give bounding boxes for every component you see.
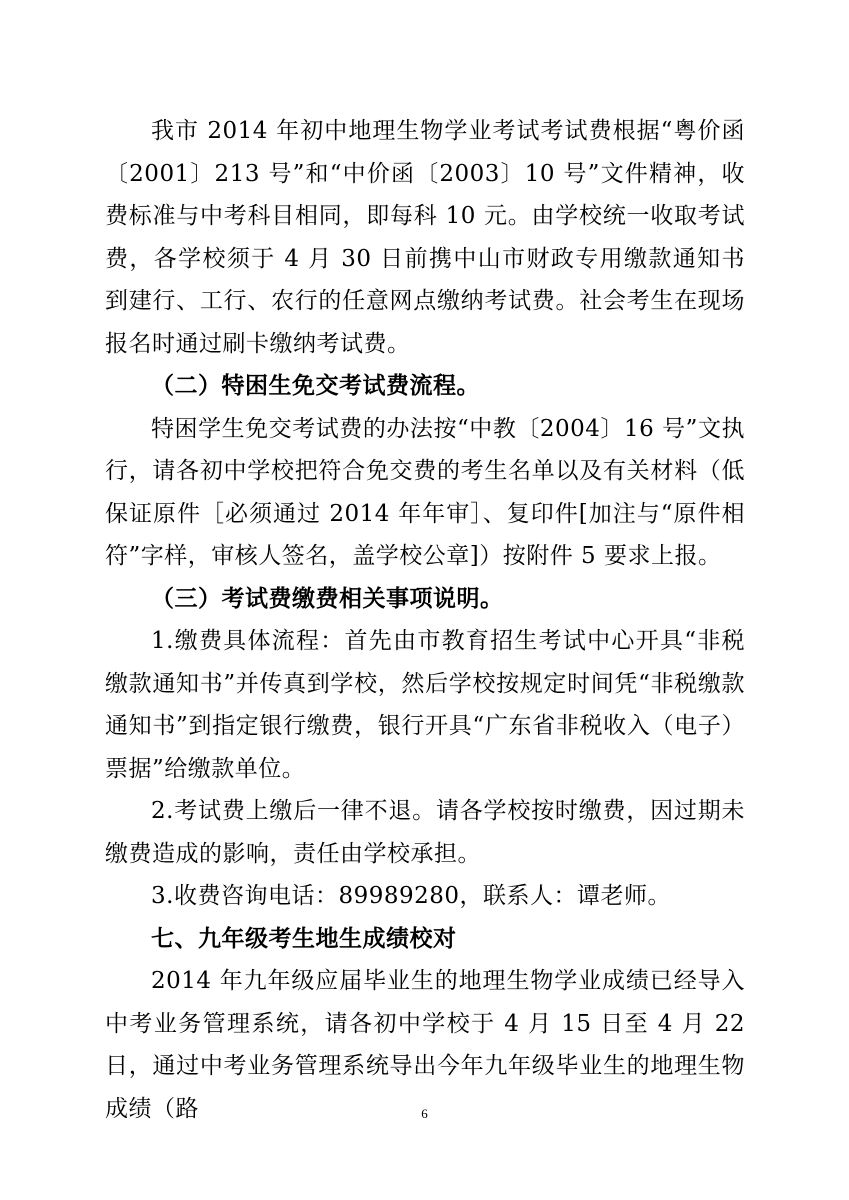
paragraph-no-refund: 2.考试费上缴后一律不退。请各学校按时缴费，因过期未缴费造成的影响，责任由学校承担。: [105, 798, 745, 867]
section-heading-grade-check: 七、九年级考生地生成绩校对: [151, 925, 457, 952]
paragraph-payment-process: 1.缴费具体流程：首先由市教育招生考试中心开具“非税缴款通知书”并传真到学校，然后学校按规定时间凭“非税缴款通知书”到指定银行缴费，银行开具“广东省非税收入（电子）票据”给缴款单位。: [105, 628, 745, 782]
subheading-fee-exemption: （二）特困生免交考试费流程。: [151, 372, 480, 399]
document-body: [105, 110, 745, 1130]
page-number: 6: [421, 1106, 428, 1121]
paragraph-exam-fee-intro: 我市 2014 年初中地理生物学业考试考试费根据“粤价函〔2001〕213 号”和“中价函〔2003〕10 号”文件精神，收费标准与中考科目相同，即每科 10 元。由学校统一收取考试费，各学校须于 4 月 30 日前携中山市财政专用缴款通知书到建行、工行、农行的任意网点缴纳考试费。社会考生在现场报名时通过刷卡缴纳考试费。: [105, 118, 745, 357]
paragraph-contact: 3.收费咨询电话：89989280，联系人：谭老师。: [151, 883, 672, 909]
subheading-payment-notes: （三）考试费缴费相关事项说明。: [151, 584, 504, 612]
paragraph-grade-check: 2014 年九年级应届毕业生的地理生物学业成绩已经导入中考业务管理系统，请各初中学校于 4 月 15 日至 4 月 22 日，通过中考业务管理系统导出今年九年级毕业生的地理生物成绩（路: [105, 968, 745, 1122]
paragraph-fee-exemption: 特困学生免交考试费的办法按“中教〔2004〕16 号”文执行，请各初中学校把符合免交费的考生名单以及有关材料（低保证原件［必须通过 2014 年年审］、复印件[加注与“原件相符”字样，审核人签名，盖学校公章]）按附件 5 要求上报。: [105, 415, 745, 569]
